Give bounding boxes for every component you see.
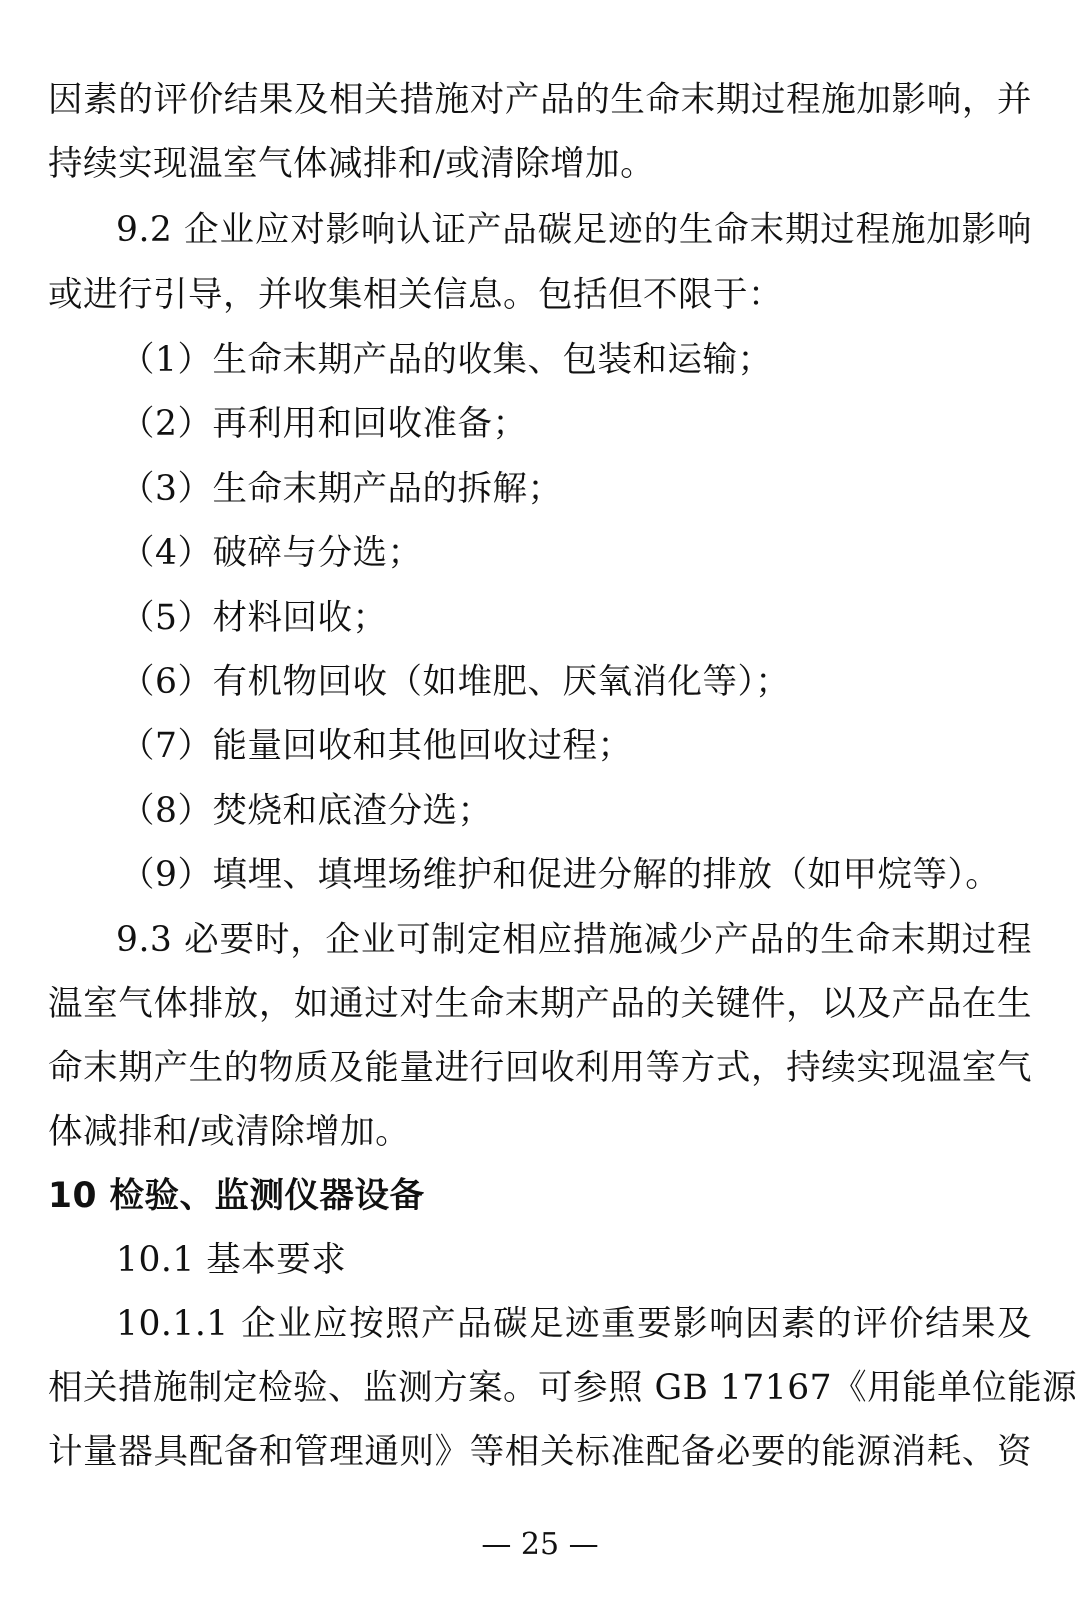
- paragraph-line: 命末期产生的物质及能量进行回收利用等方式，持续实现温室气: [48, 1048, 1032, 1088]
- list-item: （6）有机物回收（如堆肥、厌氧消化等）；: [120, 662, 791, 702]
- clause-9-3-line: 9.3 必要时，企业可制定相应措施减少产品的生命末期过程: [116, 920, 1032, 960]
- subsection-10-1-heading: 10.1 基本要求: [116, 1240, 347, 1280]
- paragraph-line: 因素的评价结果及相关措施对产品的生命末期过程施加影响，并: [48, 80, 1032, 120]
- list-item: （8）焚烧和底渣分选；: [120, 791, 493, 831]
- list-item: （4）破碎与分选；: [120, 533, 423, 573]
- list-item: （1）生命末期产品的收集、包装和运输；: [120, 340, 773, 380]
- list-item: （2）再利用和回收准备；: [120, 404, 528, 444]
- paragraph-line: 计量器具配备和管理通则》等相关标准配备必要的能源消耗、资: [48, 1432, 1032, 1472]
- list-item: （3）生命末期产品的拆解；: [120, 469, 563, 509]
- paragraph-line: 温室气体排放，如通过对生命末期产品的关键件，以及产品在生: [48, 984, 1032, 1024]
- paragraph-line: 体减排和/或清除增加。: [48, 1112, 411, 1152]
- paragraph-line: 或进行引导，并收集相关信息。包括但不限于：: [48, 275, 783, 315]
- clause-10-1-1-line: 10.1.1 企业应按照产品碳足迹重要影响因素的评价结果及: [116, 1304, 1032, 1344]
- page-number: — 25 —: [481, 1527, 599, 1562]
- paragraph-line: 持续实现温室气体减排和/或清除增加。: [48, 144, 656, 184]
- section-10-heading: 10 检验、监测仪器设备: [48, 1176, 425, 1216]
- clause-9-2-line: 9.2 企业应对影响认证产品碳足迹的生命末期过程施加影响: [116, 210, 1032, 250]
- list-item: （5）材料回收；: [120, 598, 388, 638]
- list-item: （9）填埋、填埋场维护和促进分解的排放（如甲烷等）。: [120, 855, 1001, 895]
- list-item: （7）能量回收和其他回收过程；: [120, 726, 633, 766]
- paragraph-line: 相关措施制定检验、监测方案。可参照 GB 17167《用能单位能源: [48, 1368, 1078, 1408]
